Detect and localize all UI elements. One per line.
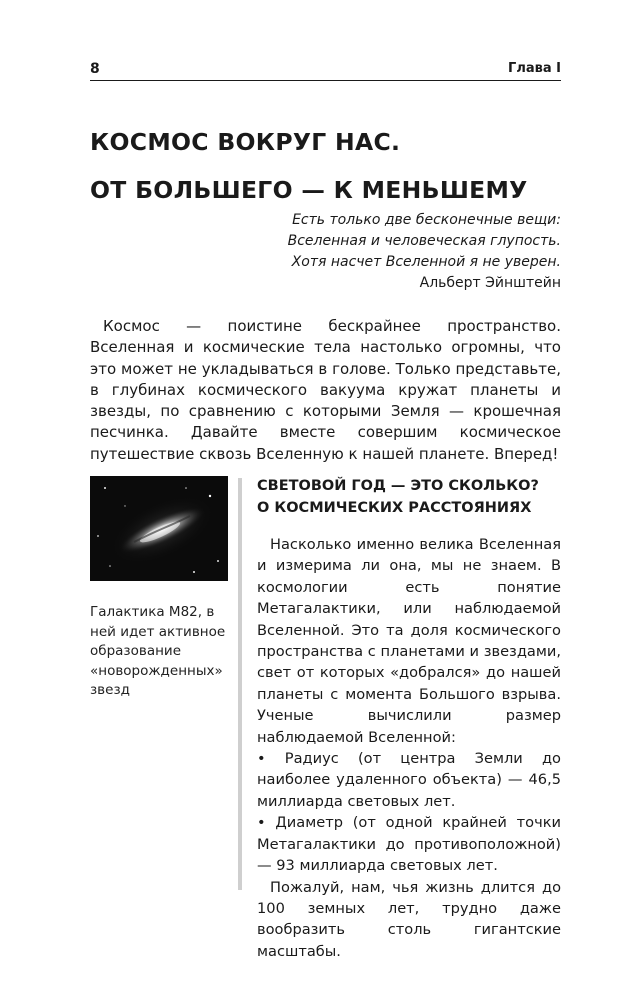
epigraph-line: Вселенная и человеческая глупость. [287,233,561,249]
epigraph-author: Альберт Эйнштейн [419,275,561,291]
page-title [90,118,528,214]
epigraph-line: Есть только две бесконечные вещи: [292,212,561,228]
intro-paragraph: Космос — поистине бескрайнее пространство. Вселенная и космические тела настолько огромны, что это может не укладываться в голове. Только представьте, в глубинах космического вакуума кружат планеты и звезды, по сравнению с которыми Земля — крошечная песчинка. Давайте вместе совершим космическое путешествие сквозь Вселенную к нашей планете. Вперед! [90,317,561,463]
section-paragraph-closing: Пожалуй, нам, чья жизнь длится до 100 земных лет, трудно даже вообразить столь гигантские масштабы. [257,878,561,960]
bullet-radius: • Радиус (от центра Земли до наиболее удаленного объекта) — 46,5 миллиарда световых лет. [257,750,561,810]
section-title-line-1: СВЕТОВОЙ ГОД — ЭТО СКОЛЬКО? [257,478,539,494]
title-line-2: ОТ БОЛЬШЕГО — К МЕНЬШЕМУ [90,176,528,204]
header-divider [90,80,561,81]
section-title-line-2: О КОСМИЧЕСКИХ РАССТОЯНИЯХ [257,500,532,516]
sidebar-divider [238,478,242,890]
epigraph [288,210,561,294]
title-line-1: КОСМОС ВОКРУГ НАС. [90,128,401,156]
photo-caption: Галактика М82, в ней идет активное образование «новорожденных» звезд [90,604,226,698]
bullet-diameter: • Диаметр (от одной крайней точки Метагалактики до противоположной) — 93 миллиарда световых лет. [257,814,561,875]
section-title [257,475,539,519]
chapter-label: Глава I [508,61,561,76]
section-body [257,534,561,962]
page-number: 8 [90,61,100,77]
galaxy-photo [90,476,228,581]
section-paragraph: Насколько именно велика Вселенная и измерима ли она, мы не знаем. В космологии есть понятие Метагалактики, или наблюдаемой Вселенной. Это та доля космического пространства с планетами и звездами, свет от которых «добрался» до нашей планеты с момента Большого взрыва. Ученые вычислили размер наблюдаемой Вселенной: [257,536,561,746]
epigraph-line: Хотя насчет Вселенной я не уверен. [291,254,561,270]
